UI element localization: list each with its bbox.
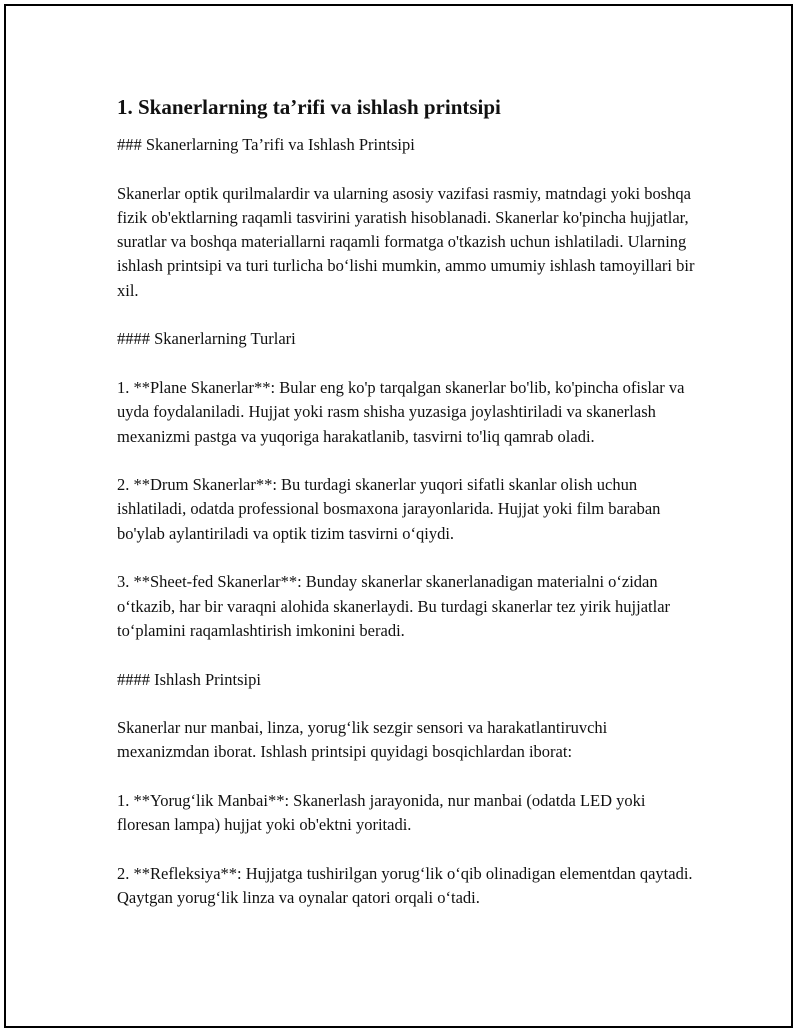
paragraph-principle: Skanerlar nur manbai, linza, yorug‘lik sezgir sensori va harakatlantiruvchi mexanizmdan iborat. Ishlash printsipi quyidagi bosqichlardan iborat:	[117, 718, 608, 762]
list-item-reflection: 2. **Refleksiya**: Hujjatga tushirilgan yorug‘lik o‘qib olinadigan elementdan qaytadi. Qaytgan yorug‘lik linza va oynalar qatori orqali o‘tadi.	[117, 863, 693, 908]
document-title: 1. Skanerlarning ta’rifi va ishlash printsipi	[117, 95, 501, 119]
document-body	[117, 93, 697, 935]
subheading-types: #### Skanerlarning Turlari	[117, 329, 296, 349]
list-item-drum: 2. **Drum Skanerlar**: Bu turdagi skanerlar yuqori sifatli skanlar olish uchun ishlatiladi, odatda professional bosmaxona jarayonlarida. Hujjat yoki film baraban bo'ylab aylantiriladi va optik tizim tasvirni o‘qiydi.	[117, 475, 661, 543]
list-item-plane: 1. **Plane Skanerlar**: Bular eng ko'p tarqalgan skanerlar bo'lib, ko'pincha ofislar va uyda foydalaniladi. Hujjat yoki rasm shisha yuzasiga joylashtiriladi va skanerlash mexanizmi pastga va yuqoriga harakatlanib, tasvirni to'liq qamrab oladi.	[117, 377, 685, 446]
subheading-definition: ### Skanerlarning Ta’rifi va Ishlash Printsipi	[117, 135, 415, 154]
list-item-sheet-fed: 3. **Sheet-fed Skanerlar**: Bunday skanerlar skanerlanadigan materialni o‘zidan o‘tkazib, har bir varaqni alohida skanerlaydi. Bu turdagi skanerlar tez yirik hujjatlar to‘plamini raqamlashtirish imkonini beradi.	[117, 572, 671, 640]
subheading-principle: #### Ishlash Printsipi	[117, 669, 261, 689]
paragraph-intro: Skanerlar optik qurilmalardir va ularning asosiy vazifasi rasmiy, matndagi yoki boshqa fizik ob'ektlarning raqamli tasvirini yaratish hisoblanadi. Skanerlar ko'pincha hujjatlar, suratlar va boshqa materiallarni raqamli formatga o'tkazish uchun ishlatiladi. Ularning ishlash printsipi va turi turlicha bo‘lishi mumkin, ammo umumiy ishlash tamoyillari bir xil.	[117, 183, 695, 300]
list-item-light-source: 1. **Yorug‘lik Manbai**: Skanerlash jarayonida, nur manbai (odatda LED yoki floresan lampa) hujjat yoki ob'ektni yoritadi.	[117, 791, 646, 835]
